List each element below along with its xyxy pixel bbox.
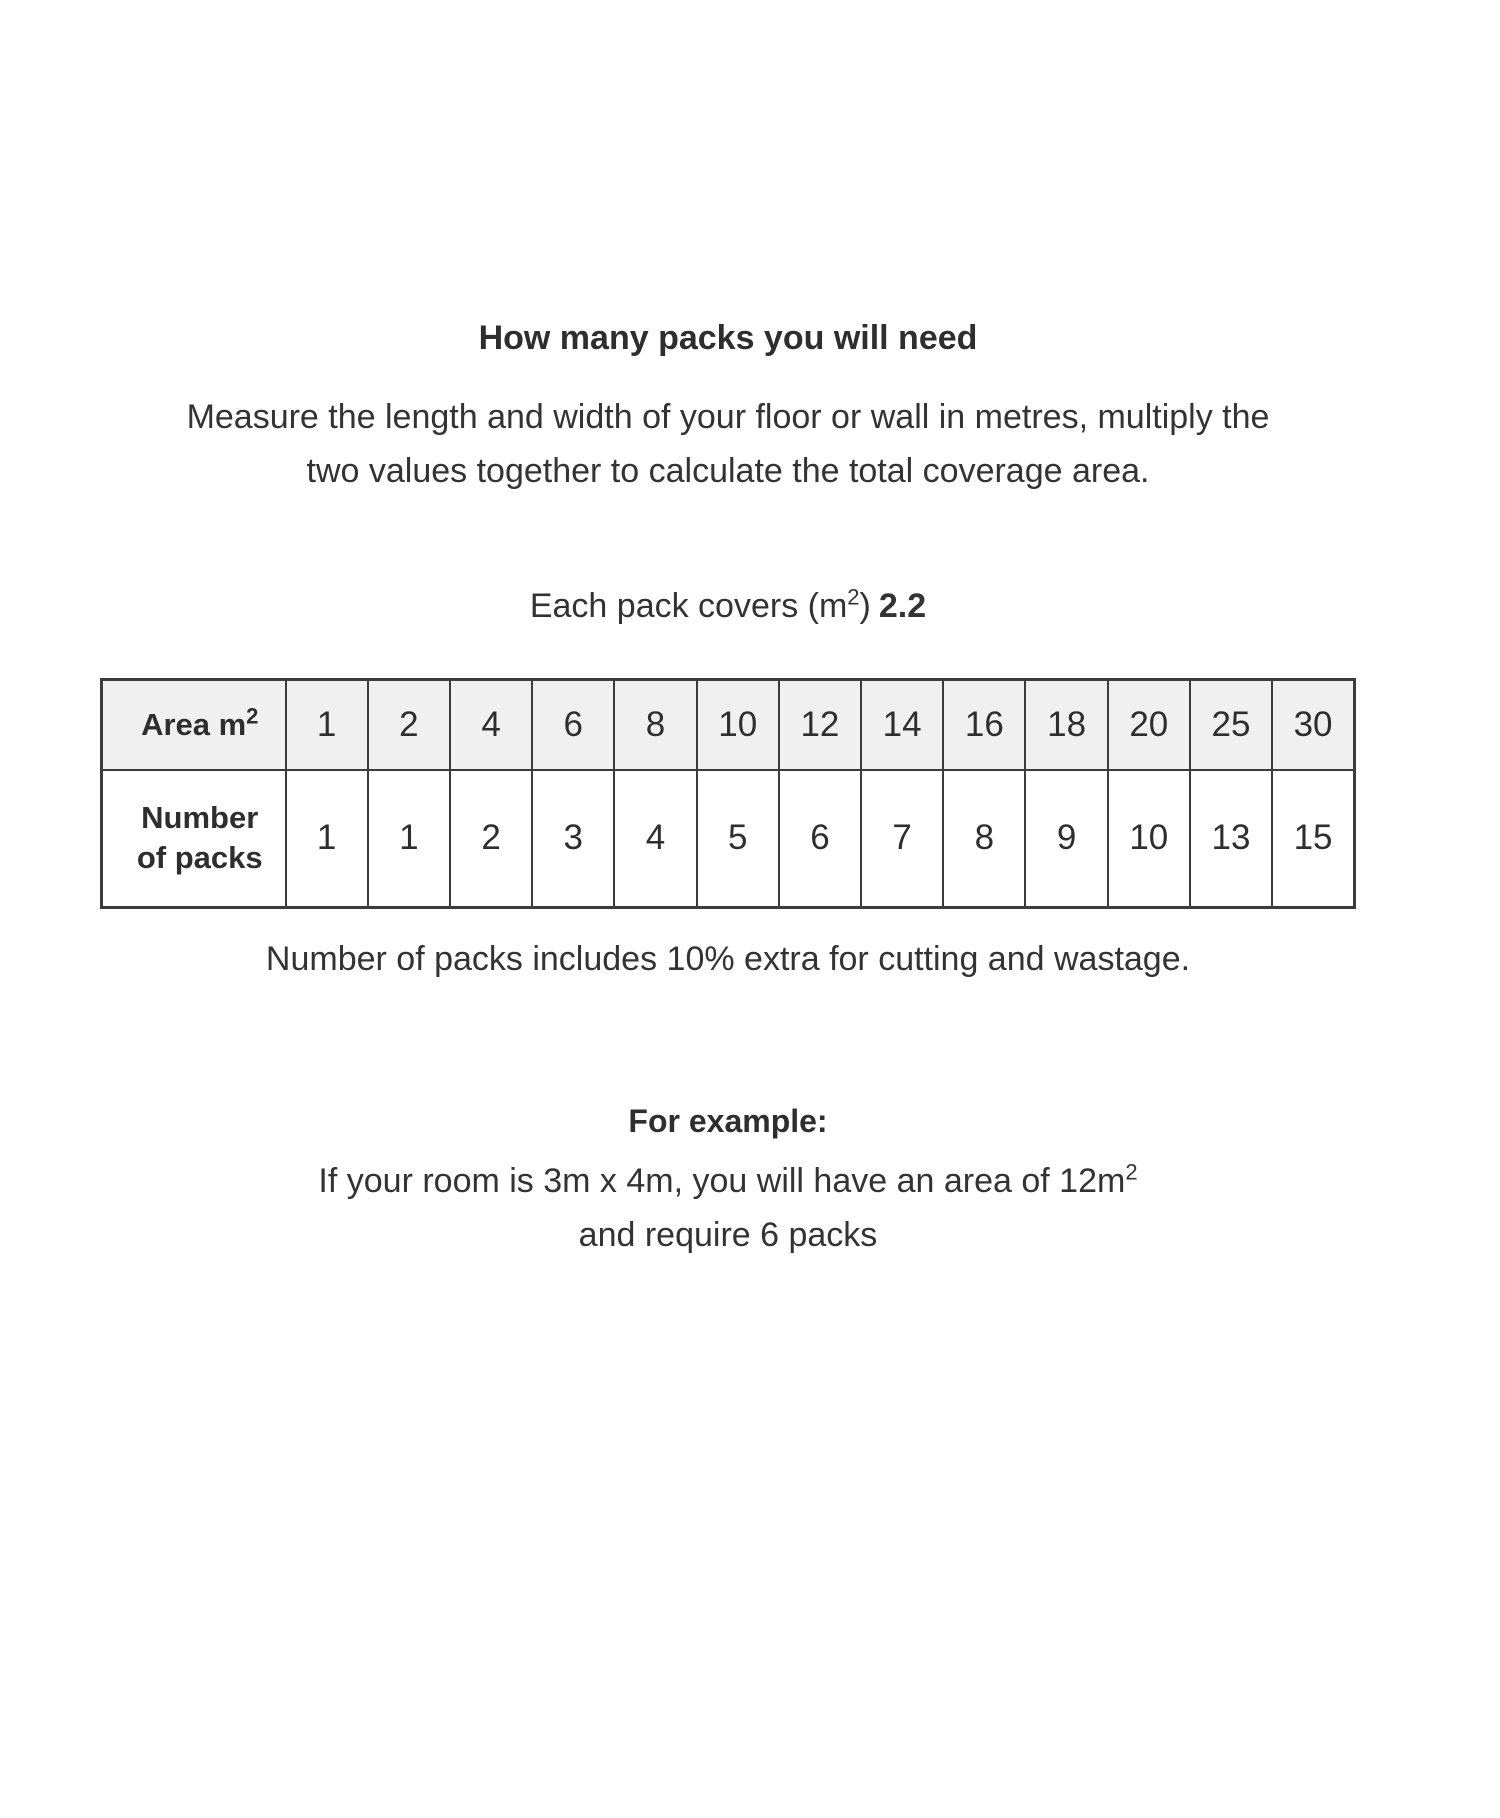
packs-cell: 3 bbox=[532, 770, 614, 908]
area-cell: 4 bbox=[450, 680, 532, 770]
packs-cell: 8 bbox=[943, 770, 1025, 908]
packs-cell: 2 bbox=[450, 770, 532, 908]
packs-cell: 7 bbox=[861, 770, 943, 908]
packs-cell: 10 bbox=[1108, 770, 1190, 908]
packs-header-cell bbox=[102, 770, 286, 908]
area-cell: 20 bbox=[1108, 680, 1190, 770]
packs-header-line-2: of packs bbox=[136, 840, 263, 876]
packs-header-line-1: Number bbox=[141, 800, 259, 836]
area-cell: 1 bbox=[286, 680, 368, 770]
area-cell: 18 bbox=[1025, 680, 1107, 770]
area-cell: 25 bbox=[1190, 680, 1272, 770]
page-content bbox=[100, 318, 1356, 1257]
area-cell: 12 bbox=[779, 680, 861, 770]
packs-table bbox=[100, 678, 1356, 909]
intro-line-1: Measure the length and width of your floor or wall in metres, multiply the bbox=[186, 398, 1270, 436]
coverage-label: Each pack covers (m bbox=[529, 587, 848, 625]
packs-row bbox=[102, 770, 1355, 908]
coverage-line bbox=[100, 584, 1356, 628]
packs-cell: 1 bbox=[368, 770, 450, 908]
example-superscript: 2 bbox=[1125, 1159, 1138, 1185]
area-cell: 16 bbox=[943, 680, 1025, 770]
coverage-label-suffix: ) bbox=[859, 587, 871, 625]
area-cell: 10 bbox=[697, 680, 779, 770]
page-title: How many packs you will need bbox=[478, 319, 978, 357]
example-line-1-text: If your room is 3m x 4m, you will have an area of 12m bbox=[318, 1162, 1126, 1200]
packs-cell: 9 bbox=[1025, 770, 1107, 908]
area-cell: 6 bbox=[532, 680, 614, 770]
area-cell: 14 bbox=[861, 680, 943, 770]
coverage-superscript: 2 bbox=[847, 584, 860, 610]
intro-text bbox=[100, 390, 1356, 498]
example-line-2: and require 6 packs bbox=[578, 1216, 878, 1254]
area-cell: 8 bbox=[614, 680, 696, 770]
packs-cell: 4 bbox=[614, 770, 696, 908]
area-row bbox=[102, 680, 1355, 770]
area-header-label: Area m bbox=[141, 706, 247, 742]
area-cell: 2 bbox=[368, 680, 450, 770]
packs-cell: 6 bbox=[779, 770, 861, 908]
example-line-1 bbox=[100, 1157, 1356, 1205]
intro-line-2: two values together to calculate the total coverage area. bbox=[306, 452, 1150, 490]
example-heading: For example: bbox=[628, 1103, 828, 1139]
area-header-cell bbox=[102, 680, 286, 770]
packs-cell: 5 bbox=[697, 770, 779, 908]
wastage-note: Number of packs includes 10% extra for cutting and wastage. bbox=[265, 940, 1191, 978]
area-cell: 30 bbox=[1272, 680, 1354, 770]
area-header-superscript: 2 bbox=[246, 703, 259, 729]
coverage-value: 2.2 bbox=[878, 587, 927, 625]
packs-cell: 15 bbox=[1272, 770, 1354, 908]
packs-cell: 1 bbox=[286, 770, 368, 908]
packs-cell: 13 bbox=[1190, 770, 1272, 908]
